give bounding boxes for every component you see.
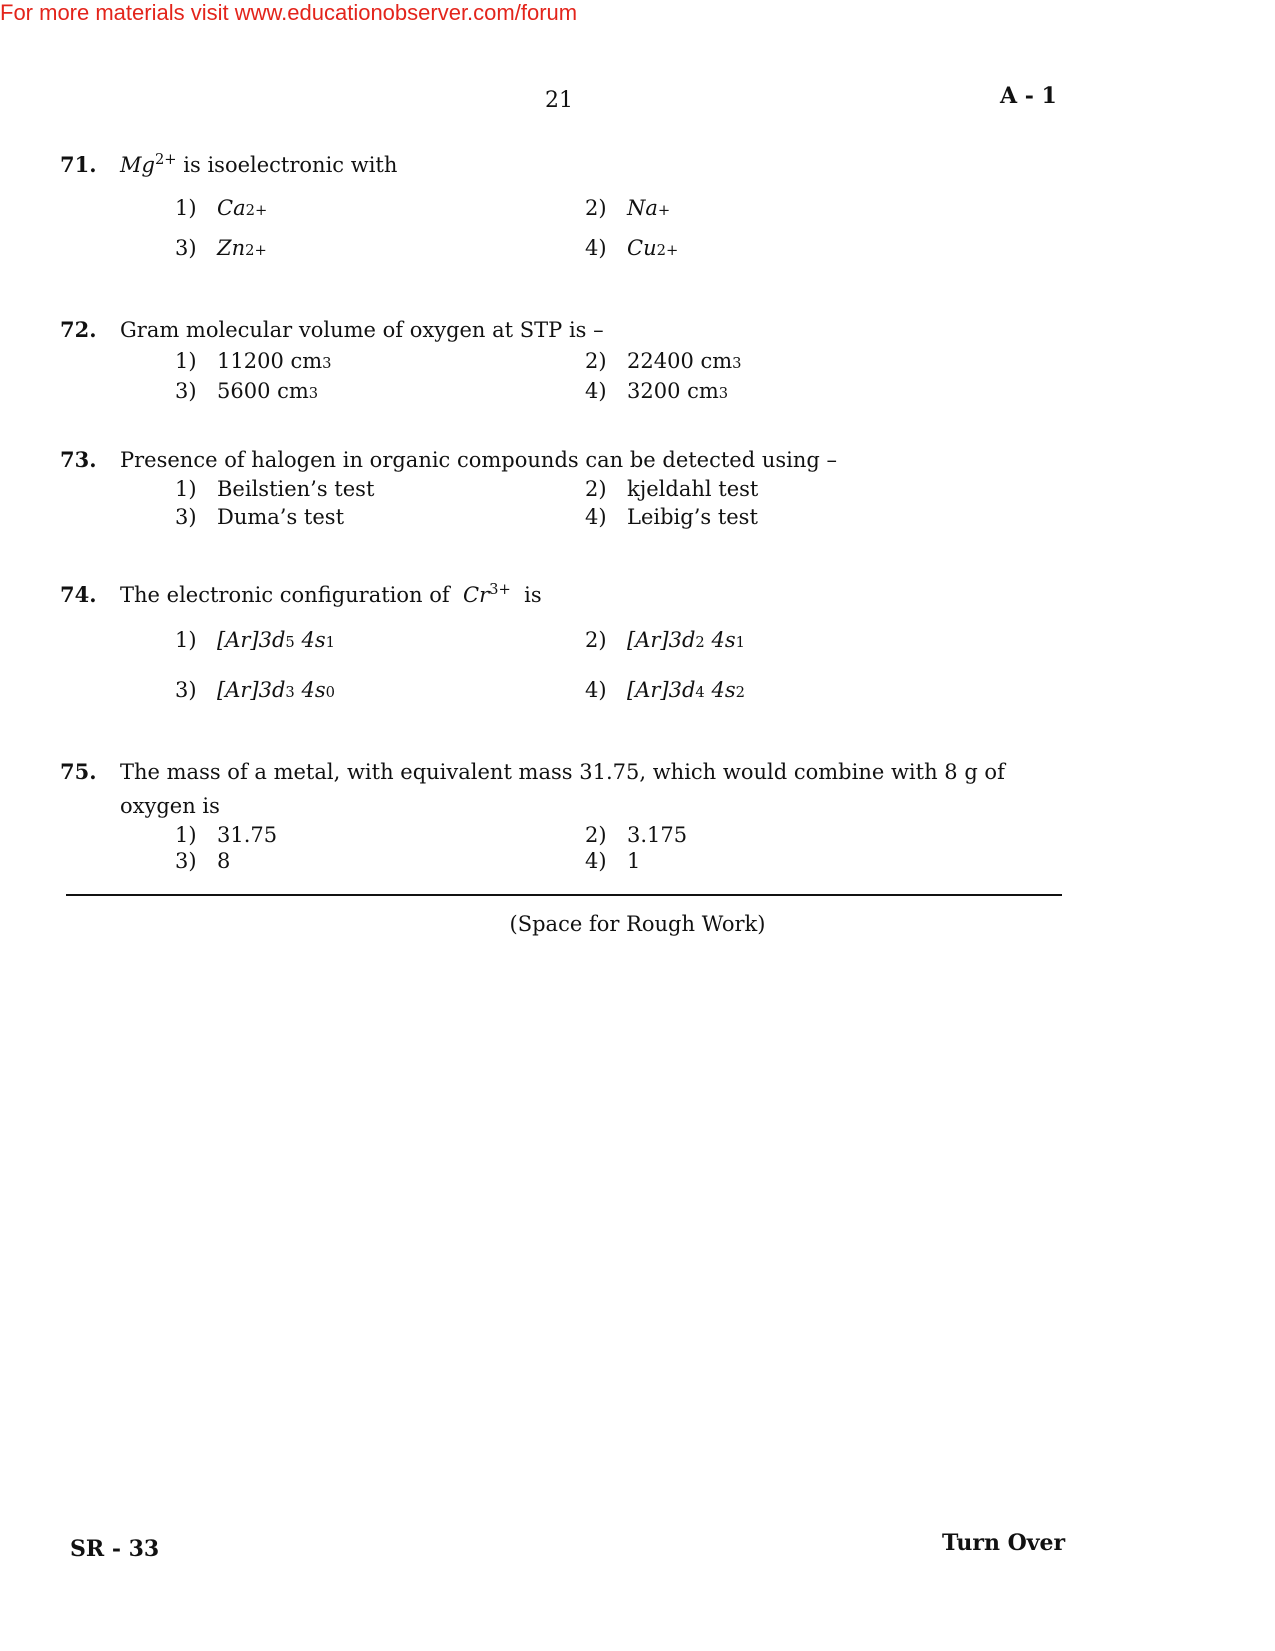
question-text: The mass of a metal, with equivalent mass 31.75, which would combine with 8 g of oxygen is — [120, 760, 1005, 818]
s-electrons: 0 — [325, 684, 335, 701]
question-text-post: is — [524, 583, 542, 607]
option-text: Duma’s test — [217, 505, 345, 529]
option-charge: + — [657, 202, 671, 219]
ion-symbol: Cr — [463, 583, 490, 607]
d-electrons: 3 — [285, 684, 295, 701]
option-text: 1 — [627, 849, 641, 873]
option-exponent: 3 — [308, 385, 319, 402]
option-3[interactable] — [175, 678, 585, 702]
d-electrons: 4 — [695, 684, 705, 701]
ion-charge: 3+ — [489, 581, 511, 598]
option-number: 3) — [175, 379, 197, 403]
option-number: 3) — [175, 678, 197, 702]
config-core: [Ar]3d — [217, 678, 286, 702]
option-text: kjeldahl test — [627, 477, 759, 501]
option-value: 22400 cm — [627, 349, 733, 373]
option-text: 31.75 — [217, 823, 278, 847]
option-4[interactable] — [585, 379, 1005, 403]
set-code: A - 1 — [1000, 83, 1057, 109]
rough-work-label: (Space for Rough Work) — [509, 912, 766, 936]
option-symbol: Na — [627, 196, 658, 220]
config-core: [Ar]3d — [627, 628, 696, 652]
option-3[interactable] — [175, 849, 585, 873]
options — [175, 823, 1060, 873]
question-74 — [60, 573, 1060, 702]
option-text: 8 — [217, 849, 231, 873]
question-71 — [60, 143, 1060, 260]
d-electrons: 2 — [695, 634, 705, 651]
s-electrons: 2 — [735, 684, 745, 701]
s-electrons: 1 — [735, 634, 745, 651]
d-electrons: 5 — [285, 634, 295, 651]
option-number: 4) — [585, 678, 607, 702]
option-4[interactable] — [585, 678, 1005, 702]
option-number: 4) — [585, 849, 607, 873]
config-core: [Ar]3d — [217, 628, 286, 652]
option-2[interactable] — [585, 196, 1005, 220]
option-value: 3200 cm — [627, 379, 719, 403]
option-1[interactable] — [175, 196, 585, 220]
option-text: Leibig’s test — [627, 505, 758, 529]
option-3[interactable] — [175, 236, 585, 260]
option-1[interactable] — [175, 823, 585, 847]
option-charge: 2+ — [656, 242, 679, 259]
option-number: 2) — [585, 477, 607, 501]
option-number: 4) — [585, 505, 607, 529]
option-value: 5600 cm — [217, 379, 309, 403]
option-symbol: Ca — [217, 196, 246, 220]
options — [175, 628, 1060, 702]
option-number: 2) — [585, 823, 607, 847]
options — [175, 196, 1060, 260]
option-number: 4) — [585, 236, 607, 260]
option-symbol: Zn — [217, 236, 246, 260]
option-number: 4) — [585, 379, 607, 403]
option-charge: 2+ — [245, 202, 268, 219]
option-exponent: 3 — [718, 385, 729, 402]
option-2[interactable] — [585, 477, 1005, 501]
question-75 — [60, 755, 1060, 873]
option-4[interactable] — [585, 849, 1005, 873]
option-number: 2) — [585, 196, 607, 220]
option-number: 3) — [175, 849, 197, 873]
option-number: 1) — [175, 196, 197, 220]
option-number: 1) — [175, 477, 197, 501]
option-2[interactable] — [585, 628, 1005, 652]
option-number: 3) — [175, 236, 197, 260]
question-number: 72. — [60, 317, 97, 342]
option-symbol: Cu — [627, 236, 657, 260]
question-72 — [60, 313, 1060, 403]
option-number: 2) — [585, 349, 607, 373]
question-number: 75. — [60, 759, 97, 784]
s-electrons: 1 — [325, 634, 335, 651]
option-number: 3) — [175, 505, 197, 529]
page-number: 21 — [545, 88, 573, 113]
question-text: Presence of halogen in organic compounds can be detected using – — [120, 448, 838, 472]
option-2[interactable] — [585, 349, 1005, 373]
option-text: 3.175 — [627, 823, 688, 847]
turn-over-label: Turn Over — [942, 1530, 1066, 1556]
question-number: 74. — [60, 582, 97, 607]
question-text — [120, 143, 1060, 182]
ion-symbol: Mg — [120, 153, 155, 177]
config-s: 4s — [711, 628, 736, 652]
question-number: 73. — [60, 447, 97, 472]
option-number: 1) — [175, 823, 197, 847]
config-core: [Ar]3d — [627, 678, 696, 702]
option-4[interactable] — [585, 236, 1005, 260]
question-73 — [60, 443, 1060, 529]
option-3[interactable] — [175, 505, 585, 529]
question-text-pre: The electronic configuration of — [120, 583, 450, 607]
option-2[interactable] — [585, 823, 1005, 847]
options — [175, 477, 1060, 529]
option-number: 1) — [175, 628, 197, 652]
option-charge: 2+ — [245, 242, 267, 259]
option-text: Beilstien’s test — [217, 477, 375, 501]
option-4[interactable] — [585, 505, 1005, 529]
option-number: 1) — [175, 349, 197, 373]
option-exponent: 3 — [732, 355, 742, 372]
option-1[interactable] — [175, 349, 585, 373]
question-text-rest: is isoelectronic with — [183, 153, 398, 177]
options — [175, 349, 1060, 403]
option-exponent: 3 — [322, 355, 332, 372]
question-text — [120, 573, 1060, 612]
option-1[interactable] — [175, 477, 585, 501]
question-text: Gram molecular volume of oxygen at STP is – — [120, 318, 604, 342]
option-3[interactable] — [175, 379, 585, 403]
option-1[interactable] — [175, 628, 585, 652]
config-s: 4s — [301, 628, 326, 652]
option-value: 11200 cm — [217, 349, 323, 373]
option-number: 2) — [585, 628, 607, 652]
booklet-code: SR - 33 — [70, 1536, 160, 1562]
section-divider — [66, 894, 1062, 896]
ion-charge: 2+ — [154, 151, 177, 168]
config-s: 4s — [711, 678, 736, 702]
source-banner: For more materials visit www.educationobserver.com/forum — [0, 0, 578, 25]
config-s: 4s — [301, 678, 326, 702]
question-number: 71. — [60, 152, 97, 177]
